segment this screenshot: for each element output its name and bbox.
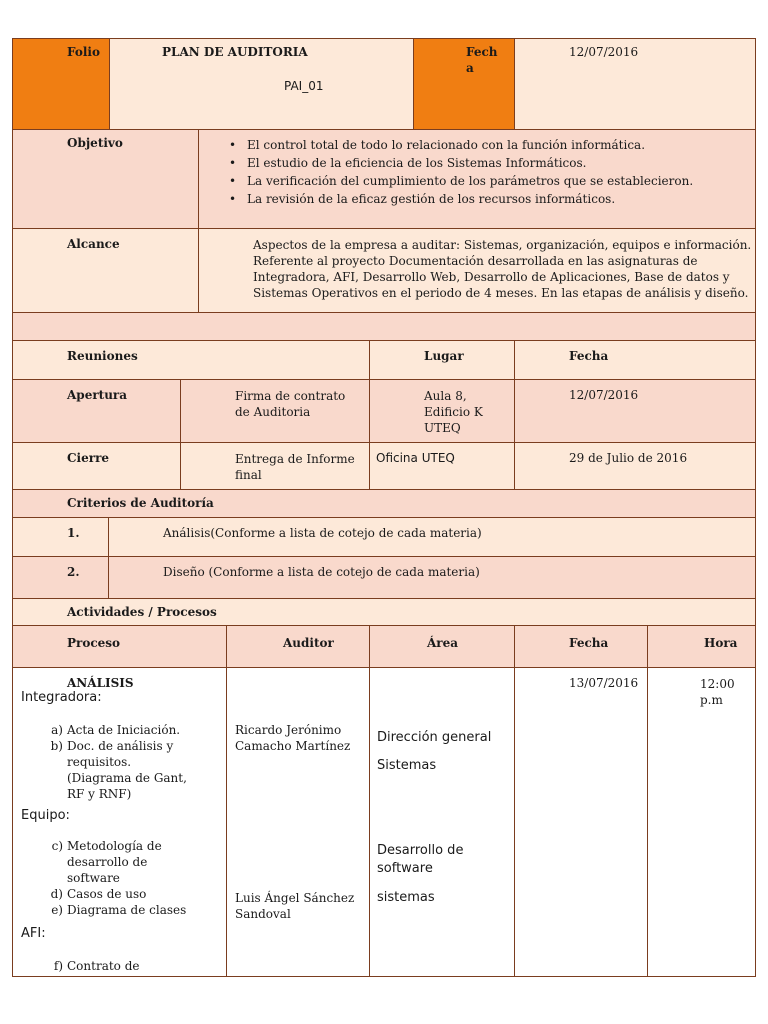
apertura-date: 12/07/2016: [569, 388, 639, 402]
item-label: f): [53, 959, 63, 973]
criterio-text-cell: [108, 517, 756, 557]
criterio-text: Diseño (Conforme a lista de cotejo de cada materia): [163, 565, 480, 579]
item-line: Metodología de: [67, 839, 162, 853]
cierre-name-cell: [12, 442, 181, 490]
folio-label: Folio: [67, 45, 100, 59]
header-date-cell: [514, 38, 756, 130]
item-line: (Diagrama de Gant,: [67, 771, 187, 785]
proceso-header: Proceso: [67, 636, 121, 650]
hour-line: p.m: [700, 693, 723, 707]
apertura-desc-cell: [180, 379, 370, 443]
criterio-num-cell: [12, 556, 109, 599]
actividades-title-cell: [12, 598, 756, 626]
apertura-place-line: Edificio K: [424, 405, 483, 419]
area-1: Dirección general: [377, 730, 492, 745]
area-header-cell: [369, 625, 515, 668]
objetivo-content-cell: [198, 129, 756, 229]
apertura-desc: [235, 388, 345, 420]
area-2: Sistemas: [377, 758, 437, 773]
item-label: c): [51, 839, 63, 853]
cierre-desc-cell: [180, 442, 370, 490]
apertura-date-cell: [514, 379, 756, 443]
item-label: a): [51, 723, 63, 737]
alcance-line: Integradora, AFI, Desarrollo Web, Desarrollo de Aplicaciones, Base de datos y: [253, 270, 730, 284]
act-hour: [700, 676, 735, 708]
objetivo-label-cell: [12, 129, 199, 229]
actividades-title: Actividades / Procesos: [67, 605, 217, 619]
item-line: Doc. de análisis y: [67, 739, 174, 753]
list-item: [43, 886, 225, 902]
lugar-header-cell: [369, 340, 515, 380]
apertura-name: Apertura: [67, 388, 128, 402]
objetivo-item: • La verificación del cumplimiento de los parámetros que se establecieron.: [223, 172, 753, 190]
items-afi: [43, 958, 225, 974]
objetivo-item: • El control total de todo lo relacionado con la función informática.: [223, 136, 753, 154]
auditor-line: Camacho Martínez: [235, 739, 351, 753]
reuniones-header: Reuniones: [67, 349, 138, 363]
group-integradora: Integradora:: [21, 690, 102, 705]
auditor-2: [235, 890, 354, 922]
hora-content-cell: [647, 667, 756, 977]
process-title: ANÁLISIS: [67, 676, 134, 690]
apertura-place-line: Aula 8,: [424, 389, 467, 403]
apertura-place-line: UTEQ: [424, 421, 461, 435]
objetivo-item: • La revisión de la eficaz gestión de los recursos informáticos.: [223, 190, 753, 208]
act-date: 13/07/2016: [569, 676, 639, 690]
area-3: [377, 842, 463, 878]
item-line: RF y RNF): [67, 787, 132, 801]
apertura-desc-line: de Auditoria: [235, 405, 311, 419]
criterio-num: 2.: [67, 565, 80, 579]
hora-header-cell: [647, 625, 756, 668]
item-line: Casos de uso: [67, 887, 147, 901]
items-integradora: [43, 722, 225, 802]
cierre-place-cell: [369, 442, 515, 490]
hour-line: 12:00: [700, 677, 735, 691]
area-line: software: [377, 861, 433, 876]
cierre-desc-line: Entrega de Informe: [235, 452, 355, 466]
item-line: requisitos.: [67, 755, 132, 769]
alcance-text: [253, 237, 753, 301]
auditor-1: [235, 722, 350, 754]
list-item: [43, 958, 225, 974]
auditor-line: Luis Ángel Sánchez: [235, 891, 355, 905]
auditor-content-cell: [226, 667, 370, 977]
alcance-line: Referente al proyecto Documentación desarrollada en las asignaturas de: [253, 254, 698, 268]
criterio-num: 1.: [67, 526, 80, 540]
alcance-content-cell: [198, 228, 756, 313]
list-item: [43, 722, 225, 738]
cierre-desc: [235, 451, 355, 483]
cierre-desc-line: final: [235, 468, 262, 482]
item-label: e): [51, 903, 63, 917]
apertura-place: [424, 388, 483, 436]
separator-row: [12, 312, 756, 341]
proceso-content-cell: [12, 667, 227, 977]
group-afi: AFI:: [21, 926, 46, 941]
act-fecha-header: Fecha: [569, 636, 609, 650]
items-equipo: [43, 838, 225, 918]
fecha-header: Fecha: [569, 349, 609, 363]
area-4: sistemas: [377, 890, 435, 905]
apertura-place-cell: [369, 379, 515, 443]
plan-code: PAI_01: [284, 79, 324, 93]
alcance-line: Sistemas Operativos en el periodo de 4 meses. En las etapas de análisis y diseño.: [253, 286, 749, 300]
item-line: software: [67, 871, 120, 885]
item-line: Acta de Iniciación.: [67, 723, 181, 737]
alcance-label-cell: [12, 228, 199, 313]
alcance-label: Alcance: [67, 237, 120, 251]
proceso-header-cell: [12, 625, 227, 668]
objetivo-label: Objetivo: [67, 136, 123, 150]
apertura-desc-line: Firma de contrato: [235, 389, 346, 403]
item-line: Contrato de: [67, 959, 140, 973]
lugar-header: Lugar: [424, 349, 464, 363]
folio-cell: [12, 38, 110, 130]
auditor-line: Sandoval: [235, 907, 291, 921]
cierre-name: Cierre: [67, 451, 110, 465]
plan-title: PLAN DE AUDITORIA: [162, 45, 308, 59]
criterio-num-cell: [12, 517, 109, 557]
criterios-title-cell: [12, 489, 756, 518]
list-item: [43, 902, 225, 918]
item-line: desarrollo de: [67, 855, 148, 869]
group-equipo: Equipo:: [21, 808, 70, 823]
act-fecha-header-cell: [514, 625, 648, 668]
auditor-header: Auditor: [283, 636, 334, 650]
criterio-text-cell: [108, 556, 756, 599]
item-label: d): [50, 887, 63, 901]
list-item: [43, 738, 225, 802]
item-label: b): [50, 739, 63, 753]
cierre-place: Oficina UTEQ: [376, 451, 455, 465]
title-cell: [109, 38, 414, 130]
reuniones-header-cell: [12, 340, 370, 380]
alcance-line: Aspectos de la empresa a auditar: Sistemas, organización, equipos e información.: [253, 238, 752, 252]
fecha-label-line1: Fech: [466, 45, 498, 59]
objetivo-list: [223, 136, 753, 208]
auditor-header-cell: [226, 625, 370, 668]
area-header: Área: [427, 636, 459, 650]
auditor-line: Ricardo Jerónimo: [235, 723, 342, 737]
fecha-label-cell: [413, 38, 515, 130]
cierre-date-cell: [514, 442, 756, 490]
fecha-label-line2: a: [466, 61, 474, 75]
item-line: Diagrama de clases: [67, 903, 187, 917]
fecha-header-cell: [514, 340, 756, 380]
cierre-date: 29 de Julio de 2016: [569, 451, 688, 465]
apertura-name-cell: [12, 379, 181, 443]
criterio-text: Análisis(Conforme a lista de cotejo de cada materia): [163, 526, 482, 540]
area-content-cell: [369, 667, 515, 977]
list-item: [43, 838, 225, 886]
act-fecha-content-cell: [514, 667, 648, 977]
area-line: Desarrollo de: [377, 843, 464, 858]
hora-header: Hora: [704, 636, 738, 650]
header-date: 12/07/2016: [569, 45, 639, 59]
objetivo-item: • El estudio de la eficiencia de los Sistemas Informáticos.: [223, 154, 753, 172]
criterios-title: Criterios de Auditoría: [67, 496, 214, 510]
